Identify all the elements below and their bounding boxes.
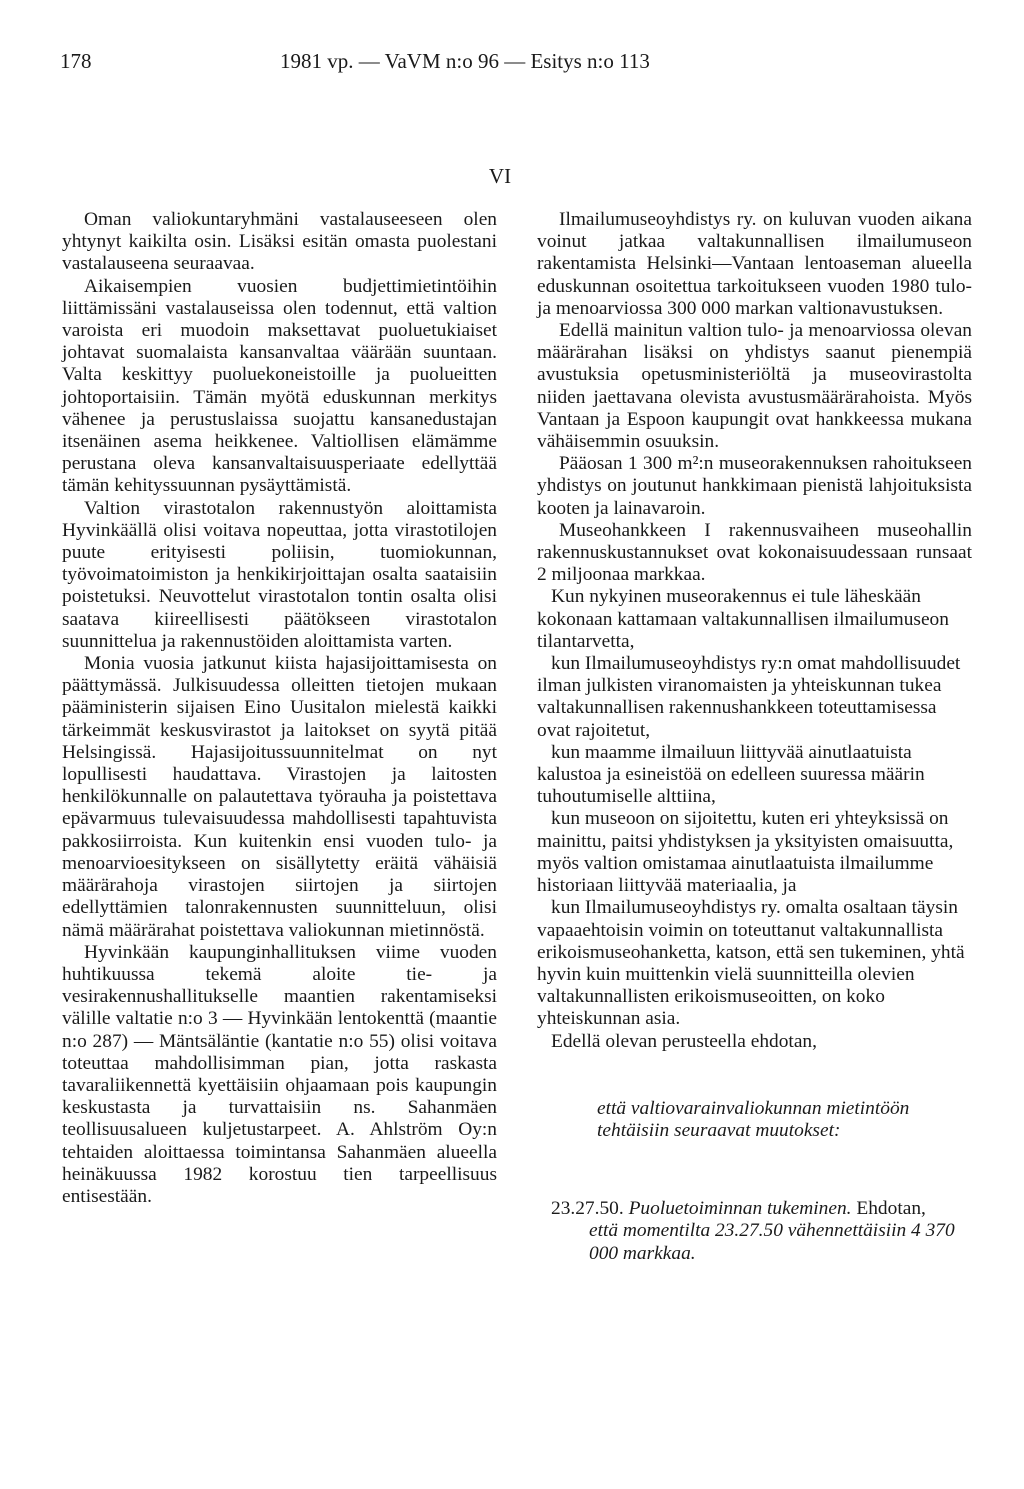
amendment-item-number: 23.27.50. — [551, 1198, 624, 1220]
right-paragraph-2: Edellä mainitun valtion tulo- ja menoarviossa olevan määrärahan lisäksi on yhdistys saanut pienempiä avustuksia opetusministeriöltä ja museovirastolta niiden jaettavana olevista avustusmäärärahoista. Myös Vantaan ja Espoon kaupungit ovat hankkeessa mukana vähäisemmin osuuksin. — [537, 320, 972, 453]
right-paragraph-3: Pääosan 1 300 m²:n museorakennuksen rahoitukseen yhdistys on joutunut hankkimaan pienistä lahjoituksista kooten ja lainavaroin. — [537, 453, 972, 519]
left-column — [62, 209, 497, 1208]
left-paragraph-5: Hyvinkään kaupunginhallituksen viime vuoden huhtikuussa tekemä aloite tie- ja vesirakennushallitukselle maantien rakentamiseksi välille valtatie n:o 3 — Hyvinkään lentokenttä (maantie n:o 287) — Mäntsäläntie (kantatie n:o 55) olisi voitava toteuttaa mahdollisimman pian, jotta raskasta tavaraliikennettä kyettäisiin ohjaamaan pois kaupungin keskustasta ja turvattaisiin ns. Sahanmäen teollisuusalueen kuljetustarpeet. A. Ahlström Oy:n tehtaiden aloittaessa toimintansa Sahanmäen alueella heinäkuussa 1982 korostuu tien tarpeellisuus entisestään. — [62, 941, 497, 1207]
section-numeral: VI — [488, 164, 512, 188]
proposal: että valtiovarainvaliokunnan mietintöön tehtäisiin seuraavat muutokset: — [597, 1097, 910, 1141]
amendment-text: että momentilta 23.27.50 vähennettäisiin 4 370 000 markkaa. — [589, 1220, 955, 1264]
clause-1: Kun nykyinen museorakennus ei tule läheskään kokonaan kattamaan valtakunnallisen ilmailumuseon tilantarvetta, — [537, 586, 949, 652]
left-paragraph-1: Oman valiokuntaryhmäni vastalauseeseen olen yhtynyt kaikilta osin. Lisäksi esitän omasta puolestani vastalauseena seuraavaa. — [62, 209, 497, 275]
left-paragraph-2: Aikaisempien vuosien budjettimietintöihin liittämissäni vastalauseissa olen todennut, että valtion varoista eri muodoin maksettavat puoluetukiaiset johtavat suomalaista kansanvaltaa väärään suuntaan. Valta keskittyy puoluekoneistoille ja puolueitten johtoportaisiin. Tämän myötä eduskunnan merkitys vähenee ja perustuslaissa suojattu kansanedustajan itsenäinen asema heikkenee. Valtiollisen elämämme perustana oleva kansanvaltaisuusperiaate edellyttää tämän kehityssuunnan pysäyttämistä. — [62, 275, 497, 497]
right-column — [537, 209, 972, 1265]
page-number: 178 — [60, 49, 92, 73]
right-paragraph-1: Ilmailumuseoyhdistys ry. on kuluvan vuoden aikana voinut jatkaa valtakunnallisen ilmailumuseon rakentamista Helsinki—Vantaan lentoaseman alueella eduskunnan osoitettua tarkoitukseen vuoden 1980 tulo- ja menoarviossa 300 000 markan valtionavustuksen. — [537, 209, 972, 319]
clause-5: kun Ilmailumuseoyhdistys ry. omalta osaltaan täysin vapaaehtoisin voimin on toteuttanut valtakunnallista erikoismuseohanketta, katson, että sen tukeminen, yhtä hyvin kuin muittenkin vielä suunnitteilla olevien valtakunnallisten erikoismuseoitten, on koko yhteiskunnan asia. — [537, 897, 965, 1030]
clause-3: kun maamme ilmailuun liittyvää ainutlaatuista kalustoa ja esineistöä on edelleen suuressa määrin tuhoutumiselle alttiina, — [537, 741, 925, 808]
right-paragraph-4: Museohankkeen I rakennusvaiheen museohallin rakennuskustannukset ovat kokonaisuudessaan runsaat 2 miljoonaa markkaa. — [537, 519, 972, 586]
conclusion: Edellä olevan perusteella ehdotan, — [551, 1030, 817, 1052]
page-header — [60, 46, 960, 76]
amendment-item-tail: Ehdotan, — [856, 1198, 926, 1220]
left-paragraph-3: Valtion virastotalon rakennustyön aloittamista Hyvinkäällä olisi voitava nopeuttaa, jotta virastotilojen puute erityisesti poliisin, tuomiokunnan, työvoimatoimiston ja henkikirjoittajan osalta saataisiin poistetuksi. Neuvottelut virastotalon tontin osalta olisi saatava kiireellisesti päätökseen virastotalon suunnittelua ja rakennustöiden aloittamista varten. — [62, 497, 497, 652]
amendment-item — [537, 1198, 972, 1220]
amendment-item-title: Puoluetoiminnan tukeminen. — [628, 1198, 852, 1220]
running-title: 1981 vp. — VaVM n:o 96 — Esitys n:o 113 — [280, 49, 650, 73]
left-paragraph-4: Monia vuosia jatkunut kiista hajasijoittamisesta on päättymässä. Julkisuudessa olleitten tietojen mukaan pääministerin sijaisen Eino Uusitalon mielestä kaikki tärkeimmät keskusvirastot ja laitokset on syytä pitää Helsingissä. Hajasijoitussuunnitelmat on nyt lopullisesti haudattava. Virastojen ja laitosten henkilökunnalle on palautettava työrauha ja poistettava epävarmuus tulevaisuudessa mahdollisesti tapahtuvista pakkosiirroista. Kun kuitenkin ensi vuoden tulo- ja menoarvioesitykseen on sisällytetty eräitä vähäisiä määrärahoja virastojen siirtojen ja siirtojen edellyttämien talonrakennusten suunnitteluun, olisi nämä määrärahat poistettava valiokunnan mietinnöstä. — [62, 653, 497, 941]
clause-2: kun Ilmailumuseoyhdistys ry:n omat mahdollisuudet ilman julkisten viranomaisten ja yhteiskunnan tukea valtakunnallisen rakennushankkeen toteuttamisessa ovat rajoitetut, — [537, 653, 961, 741]
clause-4: kun museoon on sijoitettu, kuten eri yhteyksissä on mainittu, paitsi yhdistyksen ja yksityisten omaisuutta, myös valtion omistamaa ainutlaatuista ilmailumme historiaan liittyvää materiaalia, ja — [537, 808, 954, 897]
